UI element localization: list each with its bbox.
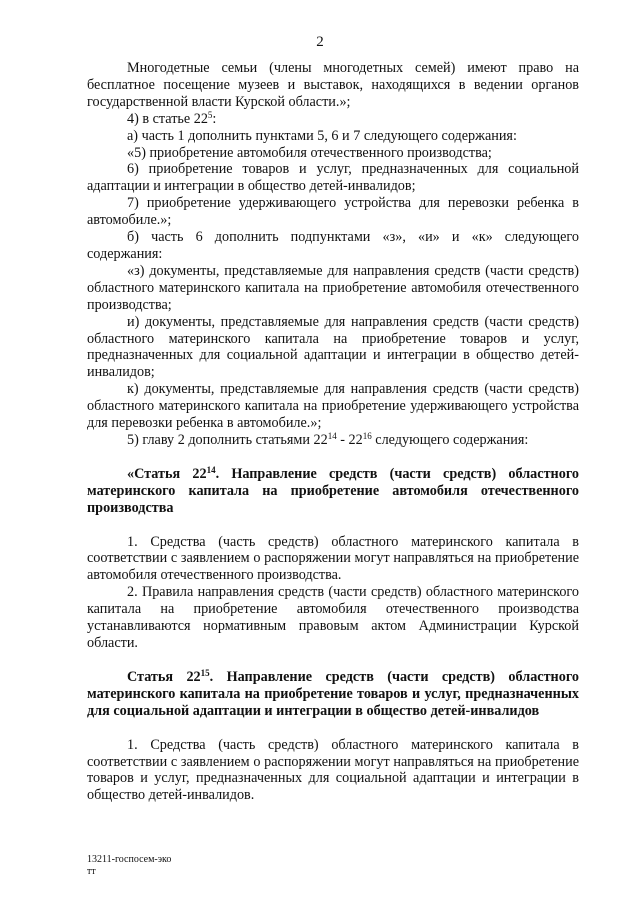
article-heading: «Статья $22^{14}$. Направление средств (части средств) областного материнского капитала на приобретение автомобиля отечественного производства — [87, 464, 579, 516]
paragraph: 4) в статье $22^5$: — [127, 109, 217, 127]
paragraph: 1. Средства (часть средств) областного материнского капитала в соответствии с заявлением о распоряжении могут направляться на приобретение автомобиля отечественного производства. — [87, 533, 579, 584]
footer-code: 13211-госпосем-эко — [87, 854, 172, 865]
footer-initials: тт — [87, 866, 96, 877]
page-number: 2 — [316, 34, 324, 50]
paragraph: «з) документы, представляемые для направления средств (части средств) областного материнского капитала на приобретение автомобиля отечественного производства; — [87, 262, 579, 313]
paragraph: а) часть 1 дополнить пунктами 5, 6 и 7 следующего содержания: — [127, 127, 517, 144]
paragraph: 1. Средства (часть средств) областного материнского капитала в соответствии с заявлением о распоряжении могут направляться на приобретение товаров и услуг, предназначенных для социальной адаптации и интеграции в общество детей-инвалидов. — [87, 736, 579, 804]
paragraph: к) документы, представляемые для направления средств (части средств) областного материнского капитала на приобретение удерживающего устройства для перевозки ребенка в автомобиле.»; — [87, 381, 579, 432]
article-heading: Статья $22^{15}$. Направление средств (части средств) областного материнского капитала на приобретение товаров и услуг, предназначенных для социальной адаптации и интеграции в общество детей-инвалидов — [87, 667, 580, 719]
paragraph: Многодетные семьи (члены многодетных семей) имеют право на бесплатное посещение музеев и выставок, находящихся в ведении органов государственной власти Курской области.»; — [87, 60, 579, 110]
paragraph: и) документы, представляемые для направления средств (части средств) областного материнского капитала на приобретение товаров и услуг, предназначенных для социальной адаптации и интеграции в общество детей-инвалидов; — [87, 313, 579, 381]
paragraph: б) часть 6 дополнить подпунктами «з», «и» и «к» следующего содержания: — [87, 229, 579, 262]
paragraph: «5) приобретение автомобиля отечественного производства; — [127, 144, 492, 161]
document-footer — [87, 854, 171, 878]
paragraph: 7) приобретение удерживающего устройства для перевозки ребенка в автомобиле.»; — [87, 195, 579, 229]
paragraph: 5) главу 2 дополнить статьями $22^{14} - 22^{16}$ следующего содержания: — [127, 430, 529, 448]
document-body — [87, 60, 579, 804]
paragraph: 6) приобретение товаров и услуг, предназначенных для социальной адаптации и интеграции в общество детей-инвалидов; — [87, 161, 579, 195]
paragraph: 2. Правила направления средств (части средств) областного материнского капитала на приобретение автомобиля отечественного производства устанавливаются нормативным правовым актом Администрации Курской области. — [87, 584, 579, 651]
